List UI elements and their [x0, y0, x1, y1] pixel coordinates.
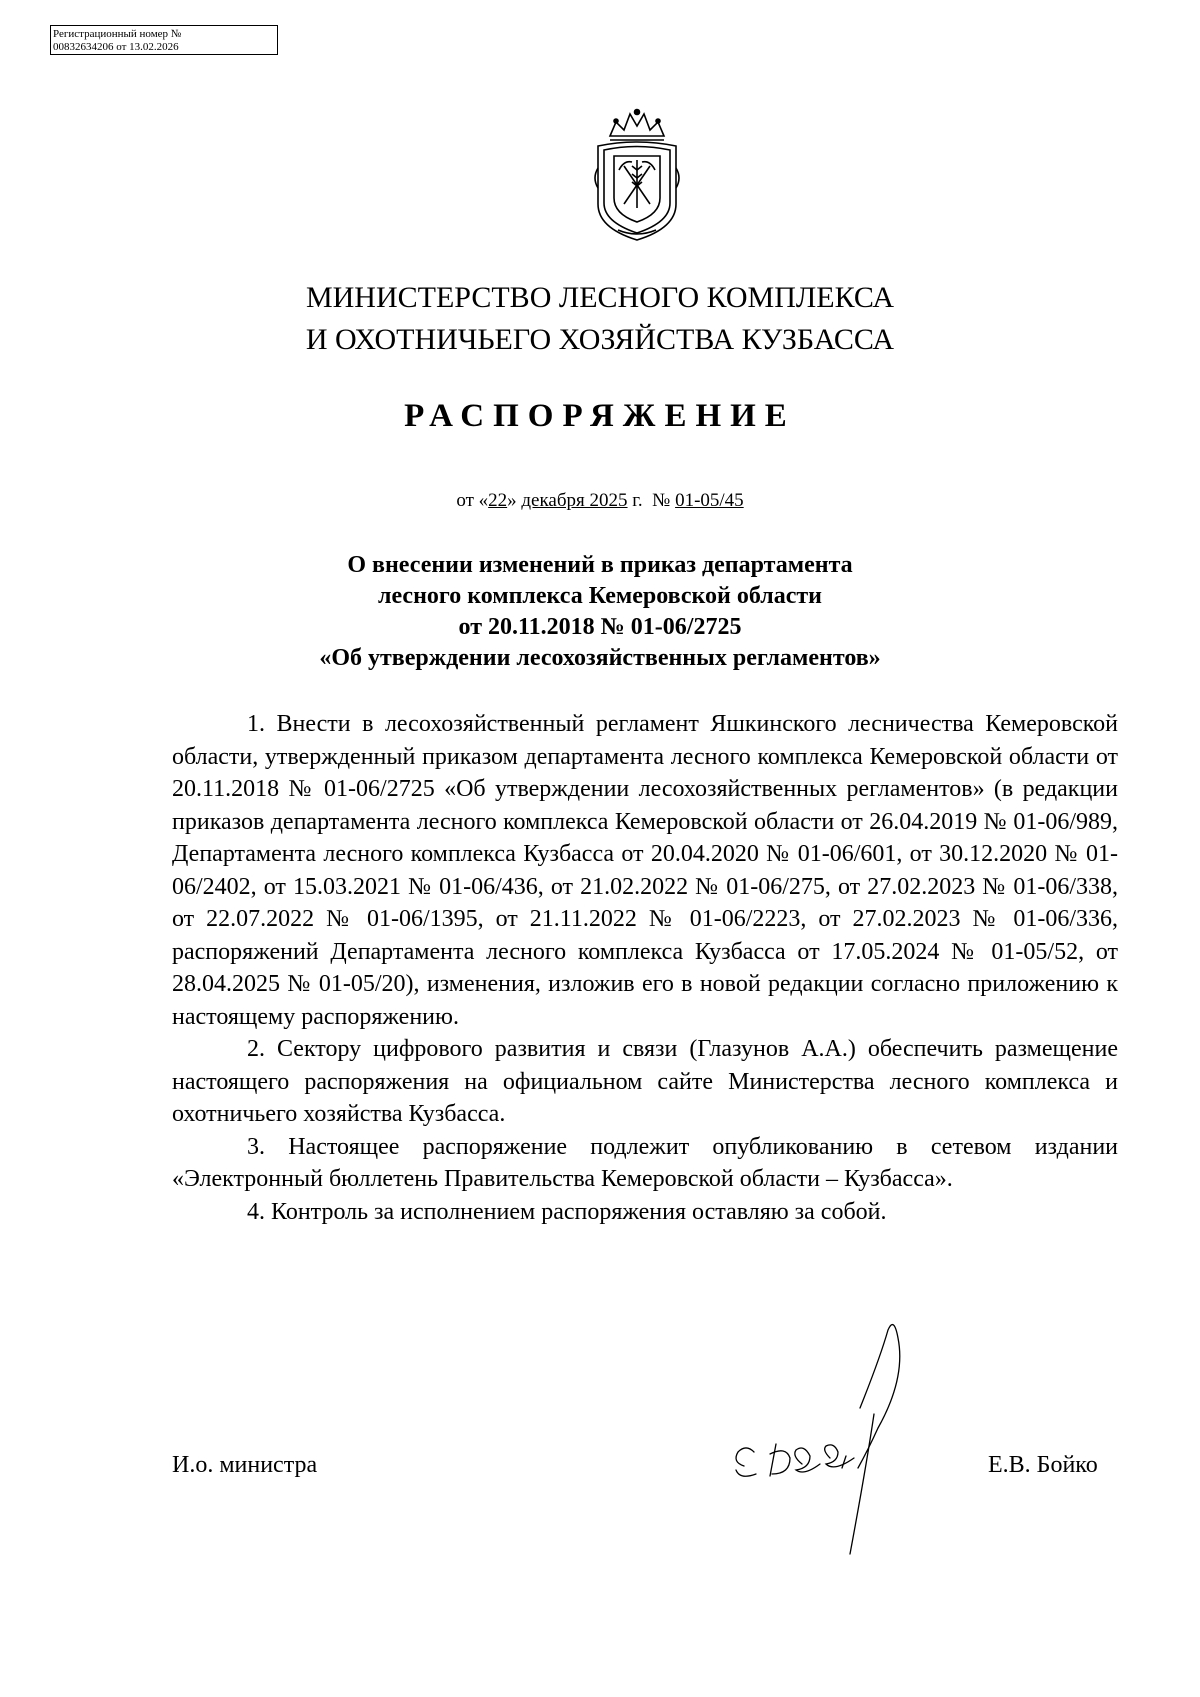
registration-stamp-line2: 00832634206 от 13.02.2026 — [53, 41, 179, 53]
document-type: РАСПОРЯЖЕНИЕ — [404, 398, 796, 434]
subject-line4: «Об утверждении лесохозяйственных регламентов» — [319, 645, 881, 671]
date-mid: » — [507, 490, 522, 511]
document-number: 01-05/45 — [675, 490, 744, 511]
subject-line3: от 20.11.2018 № 01-06/2725 — [458, 614, 742, 640]
ministry-name — [0, 277, 1200, 361]
document-body — [172, 708, 1118, 1228]
registration-stamp-line1: Регистрационный номер № — [53, 28, 182, 40]
subject-line1: О внесении изменений в приказ департамента — [347, 552, 853, 578]
paragraph-4: 4. Контроль за исполнением распоряжения оставляю за собой. — [247, 1198, 887, 1225]
date-year-suffix: г. № — [627, 490, 676, 511]
registration-stamp — [50, 25, 278, 55]
subject-line2: лесного комплекса Кемеровской области — [378, 583, 822, 609]
kuzbass-coat-of-arms-icon — [588, 108, 686, 245]
ministry-name-line2: И ОХОТНИЧЬЕГО ХОЗЯЙСТВА КУЗБАССА — [305, 323, 895, 356]
handwritten-signature — [730, 1318, 960, 1558]
signatory-name: Е.В. Бойко — [988, 1452, 1098, 1478]
date-month-year: декабря 2025 — [521, 490, 628, 511]
date-prefix: от « — [456, 490, 489, 511]
date-day: 22 — [488, 490, 508, 511]
signatory-title: И.о. министра — [172, 1452, 318, 1478]
paragraph-2: 2. Сектору цифрового развития и связи (Глазунов А.А.) обеспечить размещение настоящего распоряжения на официальном сайте Министерства лесного комплекса и охотничьего хозяйства Кузбасса. — [172, 1036, 1118, 1127]
paragraph-3: 3. Настоящее распоряжение подлежит опубликованию в сетевом издании «Электронный бюллетень Правительства Кемеровской области – Кузбасса». — [172, 1133, 1118, 1192]
paragraph-1: 1. Внести в лесохозяйственный регламент Яшкинского лесничества Кемеровской области, утвержденный приказом департамента лесного комплекса Кемеровской области от 20.11.2018 № 01-06/2725 «Об утверждении лесохозяйственных регламентов» (в редакции приказов департамента лесного комплекса Кемеровской области от 26.04.2019 № 01-06/989, Департамента лесного комплекса Кузбасса от 20.04.2020 № 01-06/601, от 30.12.2020 № 01-06/2402, от 15.03.2021 № 01-06/436, от 21.02.2022 № 01-06/275, от 27.02.2023 № 01-06/338, от 22.07.2022 № 01-06/1395, от 21.11.2022 № 01-06/2223, от 27.02.2023 № 01-06/336, распоряжений Департамента лесного комплекса Кузбасса от 17.05.2024 № 01-05/52, от 28.04.2025 № 01-05/20), изменения, изложив его в новой редакции согласно приложению к настоящему распоряжению. — [172, 711, 1118, 1030]
ministry-name-line1: МИНИСТЕРСТВО ЛЕСНОГО КОМПЛЕКСА — [305, 281, 895, 314]
document-subject — [0, 550, 1200, 674]
document-date-number — [0, 490, 1200, 512]
